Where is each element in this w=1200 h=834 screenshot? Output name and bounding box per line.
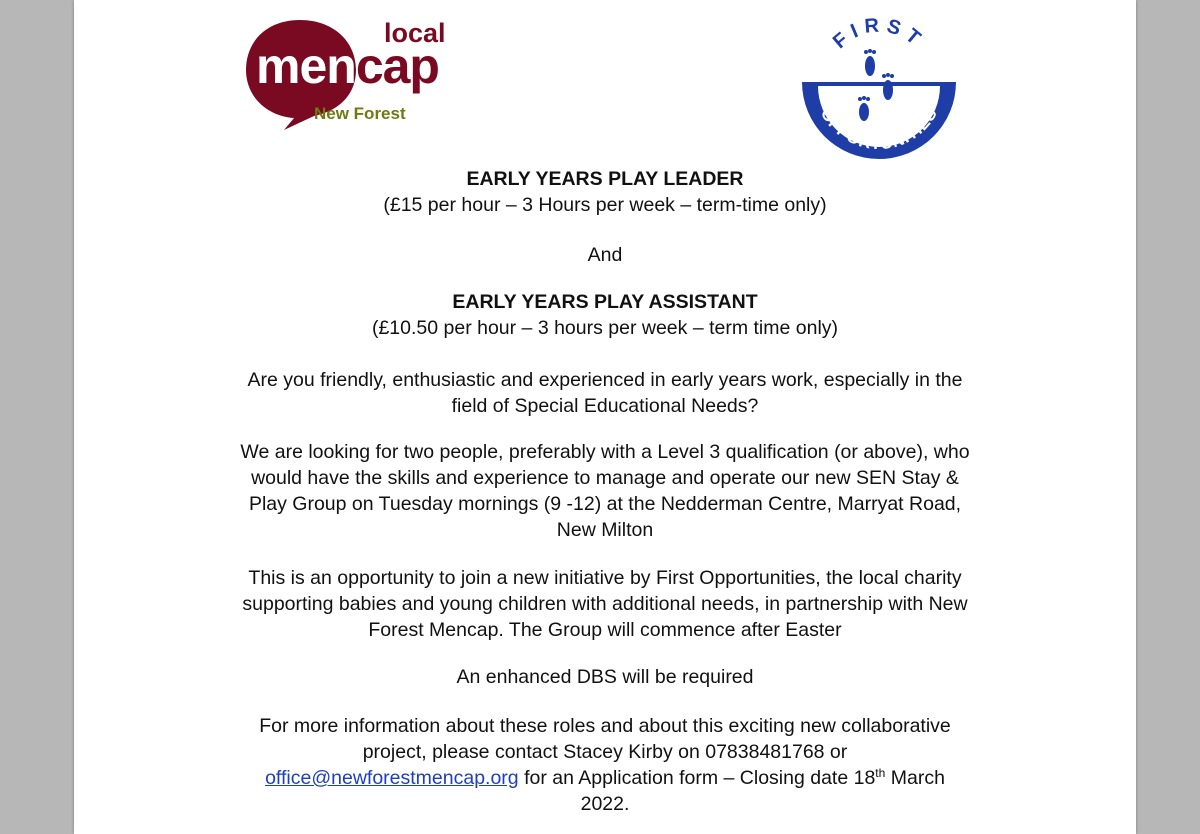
email-link[interactable]: office@newforestmencap.org — [265, 767, 519, 789]
mencap-local-label: local — [384, 18, 446, 48]
role1-terms: (£15 per hour – 3 Hours per week – term-time only) — [383, 194, 827, 216]
opportunity-line: supporting babies and young children with additional needs, in partnership with New — [242, 593, 968, 615]
date-ordinal-suffix: th — [875, 766, 886, 780]
contact-line: project, please contact Stacey Kirby on 07838481768 or — [362, 741, 848, 763]
opportunity-line: This is an opportunity to join a new initiative by First Opportunities, the local charity — [248, 567, 962, 589]
role2-block — [74, 289, 1136, 341]
role2-terms: (£10.50 per hour – 3 hours per week – term time only) — [371, 317, 839, 339]
contact-paragraph — [74, 713, 1136, 817]
mencap-word-cap: cap — [355, 38, 439, 94]
mencap-region-label: New Forest — [314, 104, 406, 123]
looking-line: New Milton — [556, 519, 654, 541]
contact-year: 2022. — [580, 793, 630, 815]
opportunity-paragraph — [74, 565, 1136, 643]
contact-line: For more information about these roles and about this exciting new collaborative — [259, 715, 951, 737]
role2-title: EARLY YEARS PLAY ASSISTANT — [452, 291, 758, 313]
contact-after-email: for an Application form – Closing date 18 — [518, 767, 876, 789]
looking-paragraph — [74, 439, 1136, 543]
looking-line: Play Group on Tuesday mornings (9 -12) at the Nedderman Centre, Marryat Road, — [248, 493, 962, 515]
mencap-logo — [244, 18, 494, 130]
dbs-text: An enhanced DBS will be required — [456, 666, 754, 688]
first-opportunities-emblem-icon — [794, 8, 964, 160]
fo-bottom-text: OPPORTUNITIES — [816, 104, 942, 154]
mencap-word-men: men — [256, 38, 356, 94]
question-paragraph — [74, 367, 1136, 419]
dbs-paragraph — [74, 664, 1136, 690]
role1-title: EARLY YEARS PLAY LEADER — [466, 168, 744, 190]
svg-text:FIRST — [829, 14, 929, 53]
and-text: And — [587, 244, 623, 266]
role1-block — [74, 166, 1136, 218]
contact-month: March — [885, 767, 945, 789]
contact-line-email — [74, 765, 1136, 791]
looking-line: would have the skills and experience to manage and operate our new SEN Stay & — [251, 467, 959, 489]
question-line: Are you friendly, enthusiastic and experienced in early years work, especially in the — [247, 369, 963, 391]
first-opportunities-logo — [794, 8, 964, 160]
document-page — [74, 0, 1136, 834]
mencap-wordmark — [256, 36, 439, 96]
fo-top-text: FIRST — [828, 14, 930, 54]
question-line: field of Special Educational Needs? — [451, 395, 759, 417]
looking-line: We are looking for two people, preferably with a Level 3 qualification (or above), who — [240, 441, 970, 463]
and-block — [74, 242, 1136, 268]
opportunity-line: Forest Mencap. The Group will commence after Easter — [368, 619, 842, 641]
